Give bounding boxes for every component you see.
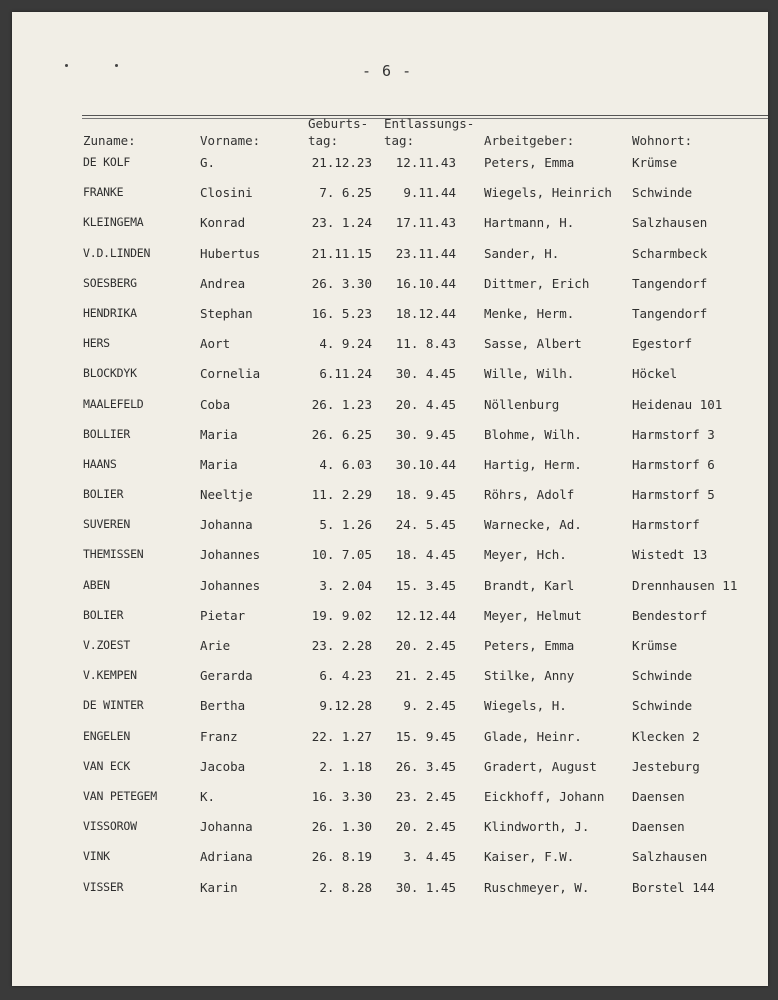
employer-cell: Blohme, Wilh.	[484, 426, 582, 442]
surname-cell: MAALEFELD	[83, 396, 144, 411]
firstname-cell: Arie	[200, 638, 231, 653]
residence-cell: Drennhausen 11	[632, 577, 738, 593]
birth-date-cell: 22. 1.27	[311, 728, 372, 744]
residence-cell: Schwinde	[632, 185, 693, 201]
table-row	[12, 397, 768, 427]
birth-date-cell: 26. 1.23	[311, 396, 372, 412]
paper-speck	[115, 64, 118, 67]
release-date-cell: 18. 9.45	[395, 487, 456, 503]
birth-date-cell: 26. 3.30	[311, 275, 372, 291]
table-row	[12, 789, 768, 819]
birth-date-cell: 2. 1.18	[319, 758, 372, 774]
employer-cell: Peters, Emma	[484, 155, 575, 170]
firstname-cell: Coba	[200, 396, 231, 412]
surname-cell: SUVEREN	[83, 517, 131, 532]
employer-cell: Peters, Emma	[484, 638, 575, 653]
record-list	[12, 155, 768, 910]
paper-speck	[65, 64, 68, 67]
release-date-cell: 11. 8.43	[395, 336, 456, 352]
table-row	[12, 668, 768, 698]
table-row	[12, 819, 768, 849]
release-date-cell: 15. 3.45	[395, 577, 456, 593]
firstname-cell: Johanna	[200, 517, 253, 533]
firstname-cell: Franz	[200, 728, 238, 744]
surname-cell: FRANKE	[83, 185, 124, 200]
employer-cell: Hartmann, H.	[484, 215, 575, 231]
surname-cell: V.D.LINDEN	[83, 245, 151, 260]
surname-cell: VISSOROW	[83, 819, 137, 834]
birth-date-cell: 6.11.24	[319, 366, 372, 382]
table-row	[12, 849, 768, 879]
header-employer: Arbeitgeber:	[484, 133, 575, 148]
birth-date-cell: 16. 5.23	[311, 305, 372, 321]
table-row	[12, 246, 768, 276]
birth-date-cell: 23. 1.24	[311, 215, 372, 231]
birth-date-cell: 4. 9.24	[319, 336, 372, 352]
firstname-cell: Johannes	[200, 547, 261, 563]
surname-cell: VAN PETEGEM	[83, 788, 157, 803]
birth-date-cell: 19. 9.02	[311, 607, 372, 623]
table-row	[12, 729, 768, 759]
surname-cell: BOLLIER	[83, 426, 131, 441]
residence-cell: Harmstorf 3	[632, 426, 715, 442]
surname-cell: ENGELEN	[83, 728, 131, 743]
birth-date-cell: 26. 1.30	[311, 819, 372, 835]
surname-cell: VISSER	[83, 879, 124, 894]
firstname-cell: Neeltje	[200, 487, 253, 503]
birth-date-cell: 21.12.23	[311, 155, 372, 170]
release-date-cell: 21. 2.45	[395, 668, 456, 684]
residence-cell: Borstel 144	[632, 879, 715, 895]
firstname-cell: Konrad	[200, 215, 246, 231]
birth-date-cell: 2. 8.28	[319, 879, 372, 895]
release-date-cell: 30. 9.45	[395, 426, 456, 442]
residence-cell: Bendestorf	[632, 607, 708, 623]
header-release-line2: tag:	[384, 133, 415, 148]
header-firstname: Vorname:	[200, 133, 261, 148]
employer-cell: Dittmer, Erich	[484, 275, 590, 291]
residence-cell: Daensen	[632, 788, 685, 804]
birth-date-cell: 4. 6.03	[319, 456, 372, 472]
release-date-cell: 17.11.43	[395, 215, 456, 231]
release-date-cell: 20. 2.45	[395, 819, 456, 835]
page-number: - 6 -	[362, 62, 413, 80]
firstname-cell: K.	[200, 788, 216, 804]
header-residence: Wohnort:	[632, 133, 693, 148]
residence-cell: Klecken 2	[632, 728, 700, 744]
surname-cell: V.KEMPEN	[83, 668, 137, 683]
surname-cell: HERS	[83, 336, 110, 351]
release-date-cell: 30. 1.45	[395, 879, 456, 895]
release-date-cell: 12.11.43	[395, 155, 456, 170]
table-row	[12, 759, 768, 789]
residence-cell: Salzhausen	[632, 849, 708, 865]
release-date-cell: 12.12.44	[395, 607, 456, 623]
birth-date-cell: 21.11.15	[311, 245, 372, 261]
employer-cell: Röhrs, Adolf	[484, 487, 575, 503]
surname-cell: BOLIER	[83, 487, 124, 502]
table-row	[12, 608, 768, 638]
residence-cell: Salzhausen	[632, 215, 708, 231]
surname-cell: V.ZOEST	[83, 638, 131, 652]
birth-date-cell: 10. 7.05	[311, 547, 372, 563]
residence-cell: Harmstorf	[632, 517, 700, 533]
birth-date-cell: 26. 6.25	[311, 426, 372, 442]
firstname-cell: Johannes	[200, 577, 261, 593]
firstname-cell: Karin	[200, 879, 238, 895]
release-date-cell: 9. 2.45	[403, 698, 456, 714]
release-date-cell: 15. 9.45	[395, 728, 456, 744]
residence-cell: Egestorf	[632, 336, 693, 352]
firstname-cell: Maria	[200, 426, 238, 442]
firstname-cell: G.	[200, 155, 216, 170]
table-row	[12, 698, 768, 728]
residence-cell: Scharmbeck	[632, 245, 708, 261]
employer-cell: Wiegels, Heinrich	[484, 185, 612, 201]
firstname-cell: Cornelia	[200, 366, 261, 382]
surname-cell: BLOCKDYK	[83, 366, 137, 381]
surname-cell: BOLIER	[83, 607, 124, 622]
employer-cell: Sander, H.	[484, 245, 560, 261]
surname-cell: HAANS	[83, 456, 117, 471]
birth-date-cell: 7. 6.25	[319, 185, 372, 201]
surname-cell: VINK	[83, 849, 110, 864]
employer-cell: Meyer, Helmut	[484, 607, 582, 623]
employer-cell: Sasse, Albert	[484, 336, 582, 352]
employer-cell: Eickhoff, Johann	[484, 788, 605, 804]
release-date-cell: 23.11.44	[395, 245, 456, 261]
residence-cell: Tangendorf	[632, 275, 708, 291]
residence-cell: Jesteburg	[632, 758, 700, 774]
firstname-cell: Pietar	[200, 607, 246, 623]
table-row	[12, 457, 768, 487]
release-date-cell: 3. 4.45	[403, 849, 456, 865]
header-release-line1: Entlassungs-	[384, 116, 475, 131]
firstname-cell: Jacoba	[200, 758, 246, 774]
employer-cell: Meyer, Hch.	[484, 547, 567, 563]
surname-cell: THEMISSEN	[83, 547, 144, 562]
table-row	[12, 547, 768, 577]
surname-cell: HENDRIKA	[83, 305, 137, 320]
release-date-cell: 23. 2.45	[395, 788, 456, 804]
header-birth-line2: tag:	[308, 133, 339, 148]
firstname-cell: Bertha	[200, 698, 246, 714]
employer-cell: Glade, Heinr.	[484, 728, 582, 744]
table-row	[12, 215, 768, 245]
employer-cell: Kaiser, F.W.	[484, 849, 575, 865]
residence-cell: Höckel	[632, 366, 678, 382]
residence-cell: Schwinde	[632, 698, 693, 714]
table-row	[12, 638, 768, 668]
firstname-cell: Maria	[200, 456, 238, 472]
employer-cell: Brandt, Karl	[484, 577, 575, 593]
birth-date-cell: 11. 2.29	[311, 487, 372, 503]
surname-cell: DE WINTER	[83, 698, 144, 713]
employer-cell: Ruschmeyer, W.	[484, 879, 590, 895]
firstname-cell: Closini	[200, 185, 253, 201]
birth-date-cell: 3. 2.04	[319, 577, 372, 593]
surname-cell: SOESBERG	[83, 275, 137, 290]
birth-date-cell: 23. 2.28	[311, 638, 372, 653]
surname-cell: VAN ECK	[83, 758, 131, 773]
employer-cell: Stilke, Anny	[484, 668, 575, 684]
release-date-cell: 30.10.44	[395, 456, 456, 472]
surname-cell: KLEINGEMA	[83, 215, 144, 230]
firstname-cell: Hubertus	[200, 245, 261, 261]
residence-cell: Schwinde	[632, 668, 693, 684]
document-page	[12, 12, 768, 986]
release-date-cell: 18. 4.45	[395, 547, 456, 563]
firstname-cell: Adriana	[200, 849, 253, 865]
release-date-cell: 16.10.44	[395, 275, 456, 291]
table-row	[12, 366, 768, 396]
table-row	[12, 487, 768, 517]
header-birth-line1: Geburts-	[308, 116, 369, 131]
residence-cell: Wistedt 13	[632, 547, 708, 563]
release-date-cell: 18.12.44	[395, 305, 456, 321]
table-row	[12, 336, 768, 366]
table-row	[12, 155, 768, 185]
employer-cell: Nöllenburg	[484, 396, 560, 412]
residence-cell: Harmstorf 6	[632, 456, 715, 472]
firstname-cell: Johanna	[200, 819, 253, 835]
residence-cell: Tangendorf	[632, 305, 708, 321]
table-row	[12, 578, 768, 608]
table-row	[12, 880, 768, 910]
table-row	[12, 276, 768, 306]
table-row	[12, 517, 768, 547]
employer-cell: Gradert, August	[484, 758, 597, 774]
employer-cell: Menke, Herm.	[484, 305, 575, 321]
table-row	[12, 427, 768, 457]
firstname-cell: Andrea	[200, 275, 246, 291]
employer-cell: Wille, Wilh.	[484, 366, 575, 382]
release-date-cell: 20. 4.45	[395, 396, 456, 412]
release-date-cell: 26. 3.45	[395, 758, 456, 774]
residence-cell: Heidenau 101	[632, 396, 723, 412]
residence-cell: Krümse	[632, 638, 678, 653]
firstname-cell: Stephan	[200, 305, 253, 321]
firstname-cell: Gerarda	[200, 668, 253, 684]
release-date-cell: 20. 2.45	[395, 638, 456, 653]
table-row	[12, 185, 768, 215]
firstname-cell: Aort	[200, 336, 231, 352]
birth-date-cell: 16. 3.30	[311, 788, 372, 804]
birth-date-cell: 9.12.28	[319, 698, 372, 714]
release-date-cell: 30. 4.45	[395, 366, 456, 382]
birth-date-cell: 6. 4.23	[319, 668, 372, 684]
employer-cell: Warnecke, Ad.	[484, 517, 582, 533]
employer-cell: Klindworth, J.	[484, 819, 590, 835]
header-surname: Zuname:	[83, 133, 136, 148]
release-date-cell: 9.11.44	[403, 185, 456, 201]
birth-date-cell: 26. 8.19	[311, 849, 372, 865]
surname-cell: DE KOLF	[83, 155, 131, 169]
residence-cell: Harmstorf 5	[632, 487, 715, 503]
surname-cell: ABEN	[83, 577, 110, 592]
release-date-cell: 24. 5.45	[395, 517, 456, 533]
employer-cell: Hartig, Herm.	[484, 456, 582, 472]
employer-cell: Wiegels, H.	[484, 698, 567, 714]
table-row	[12, 306, 768, 336]
residence-cell: Krümse	[632, 155, 678, 170]
birth-date-cell: 5. 1.26	[319, 517, 372, 533]
residence-cell: Daensen	[632, 819, 685, 835]
